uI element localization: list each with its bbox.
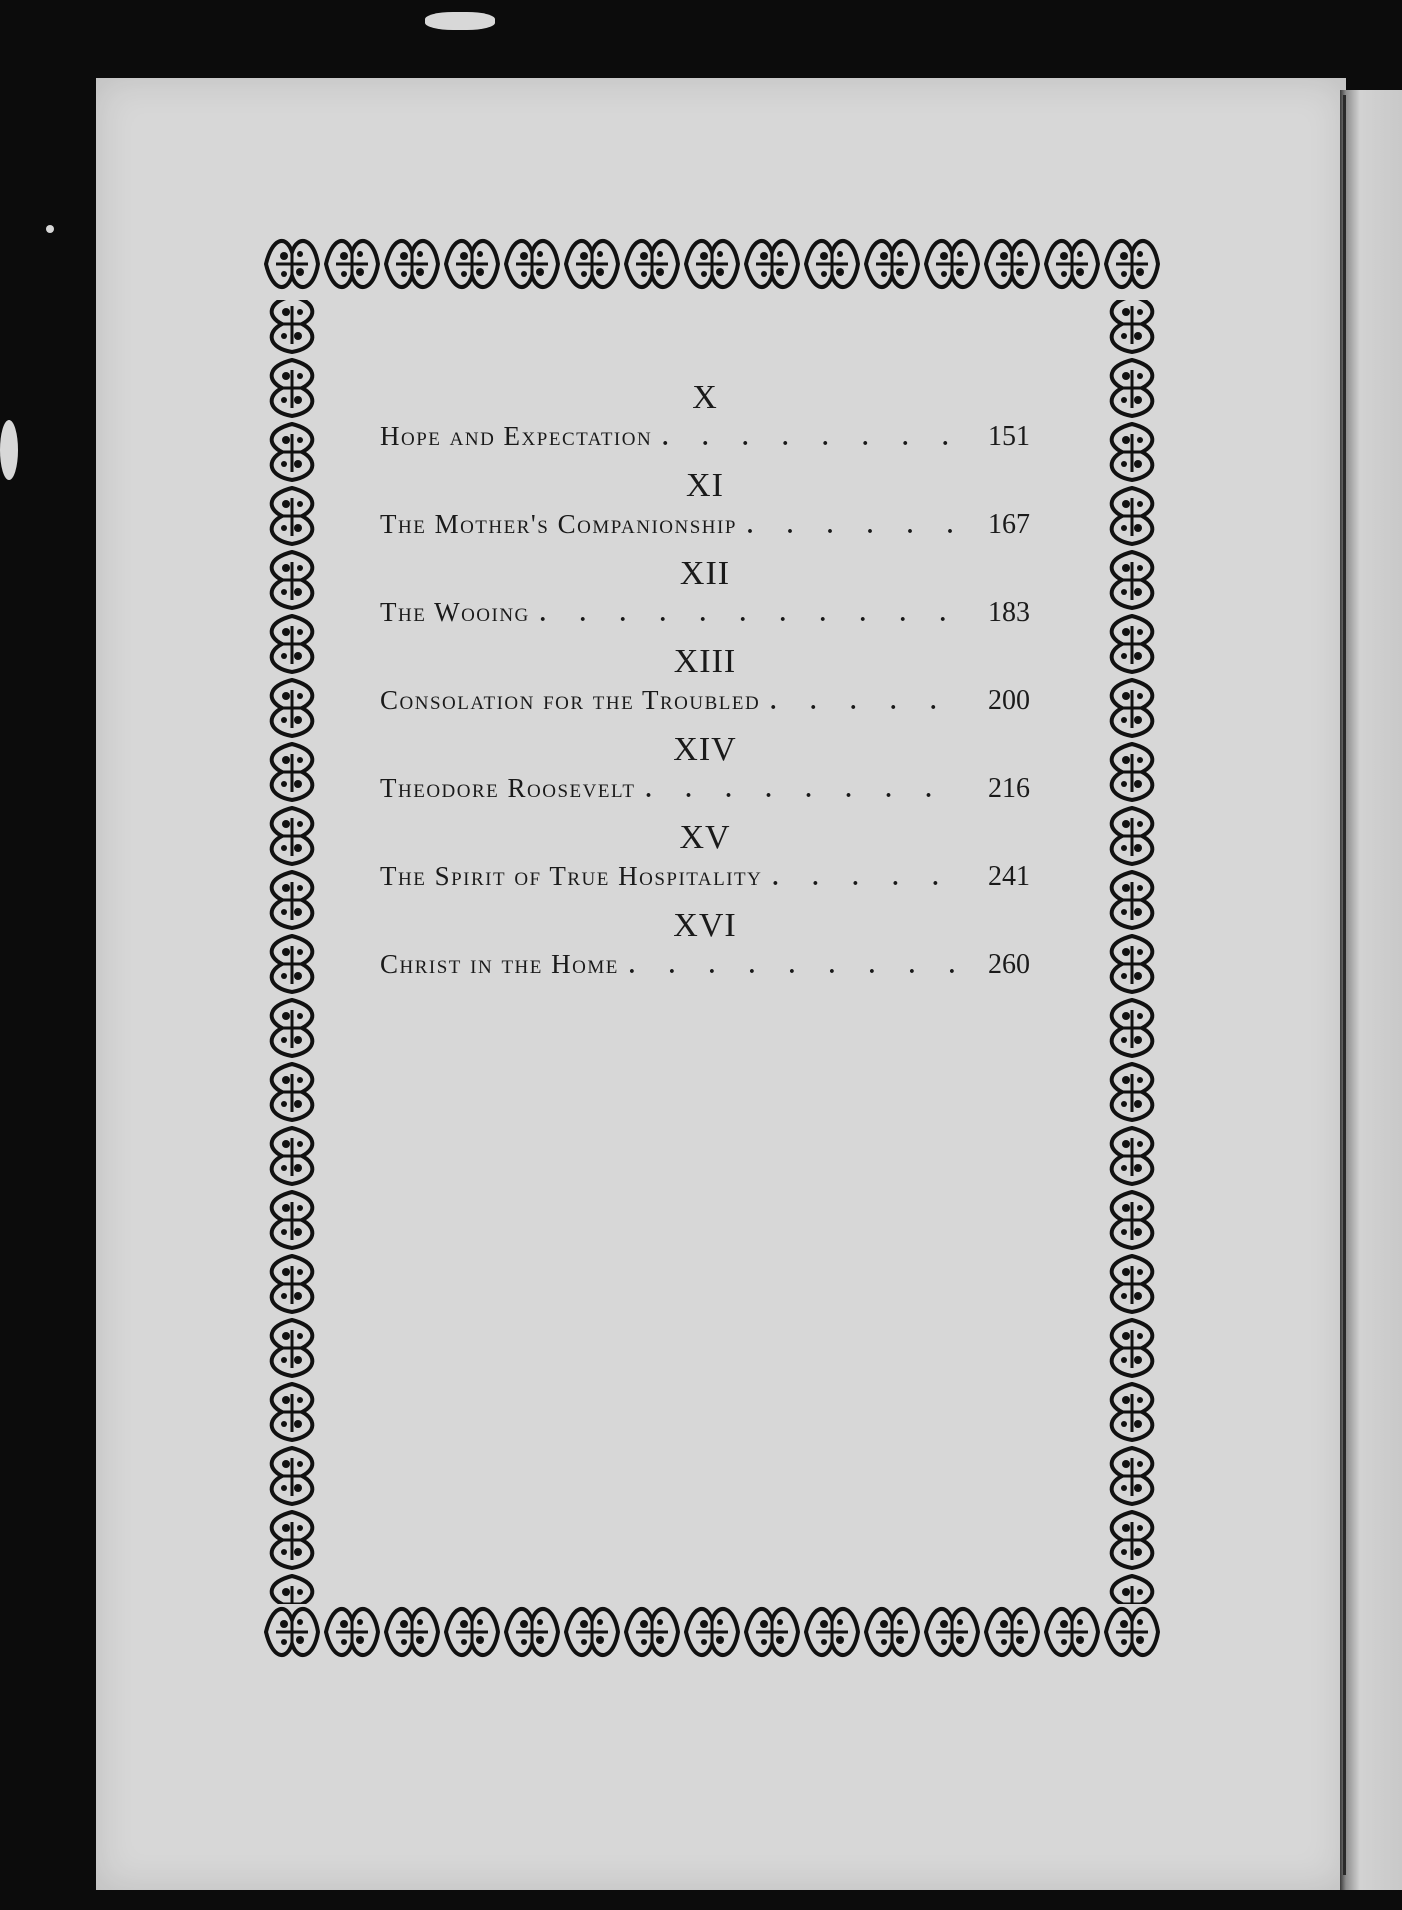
chapter-title: Hope and Expectation xyxy=(380,421,653,451)
chapter-numeral: XII xyxy=(679,555,731,592)
table-of-contents xyxy=(380,380,1030,996)
toc-entry xyxy=(380,556,1030,644)
scan-speck xyxy=(46,225,54,233)
facing-page-edge xyxy=(1340,90,1402,1890)
chapter-numeral: XIII xyxy=(673,643,737,680)
chapter-title: Consolation for the Troubled xyxy=(380,685,761,715)
dot-leader xyxy=(645,770,960,810)
toc-row xyxy=(380,416,1030,468)
toc-row xyxy=(380,680,1030,732)
chapter-title: The Spirit of True Hospitality xyxy=(380,861,763,891)
page-number: 216 xyxy=(988,773,1030,804)
toc-entry xyxy=(380,732,1030,820)
toc-row xyxy=(380,944,1030,996)
dot-leader xyxy=(662,418,960,458)
page-number: 167 xyxy=(988,509,1030,540)
chapter-title: The Mother's Companionship xyxy=(380,509,737,539)
dot-leader xyxy=(747,506,960,546)
scan-speck xyxy=(0,420,18,480)
page-number: 183 xyxy=(988,597,1030,628)
page-number: 151 xyxy=(988,421,1030,452)
toc-row xyxy=(380,504,1030,556)
toc-row xyxy=(380,856,1030,908)
chapter-numeral: XVI xyxy=(673,907,737,944)
gutter-line xyxy=(1343,95,1346,1875)
dot-leader xyxy=(540,594,960,634)
chapter-title: The Wooing xyxy=(380,597,530,627)
toc-entry xyxy=(380,908,1030,996)
dot-leader xyxy=(629,946,960,986)
toc-row xyxy=(380,768,1030,820)
toc-row xyxy=(380,592,1030,644)
chapter-numeral: XI xyxy=(686,467,724,504)
dot-leader xyxy=(770,682,960,722)
chapter-title: Theodore Roosevelt xyxy=(380,773,636,803)
page-number: 241 xyxy=(988,861,1030,892)
toc-entry xyxy=(380,380,1030,468)
chapter-numeral: XIV xyxy=(673,731,737,768)
scan-speck xyxy=(425,12,495,30)
page-number: 200 xyxy=(988,685,1030,716)
toc-entry xyxy=(380,644,1030,732)
chapter-title: Christ in the Home xyxy=(380,949,619,979)
page-number: 260 xyxy=(988,949,1030,980)
chapter-numeral: XV xyxy=(679,819,731,856)
toc-entry xyxy=(380,820,1030,908)
dot-leader xyxy=(772,858,960,898)
toc-entry xyxy=(380,468,1030,556)
chapter-numeral: X xyxy=(692,379,718,416)
